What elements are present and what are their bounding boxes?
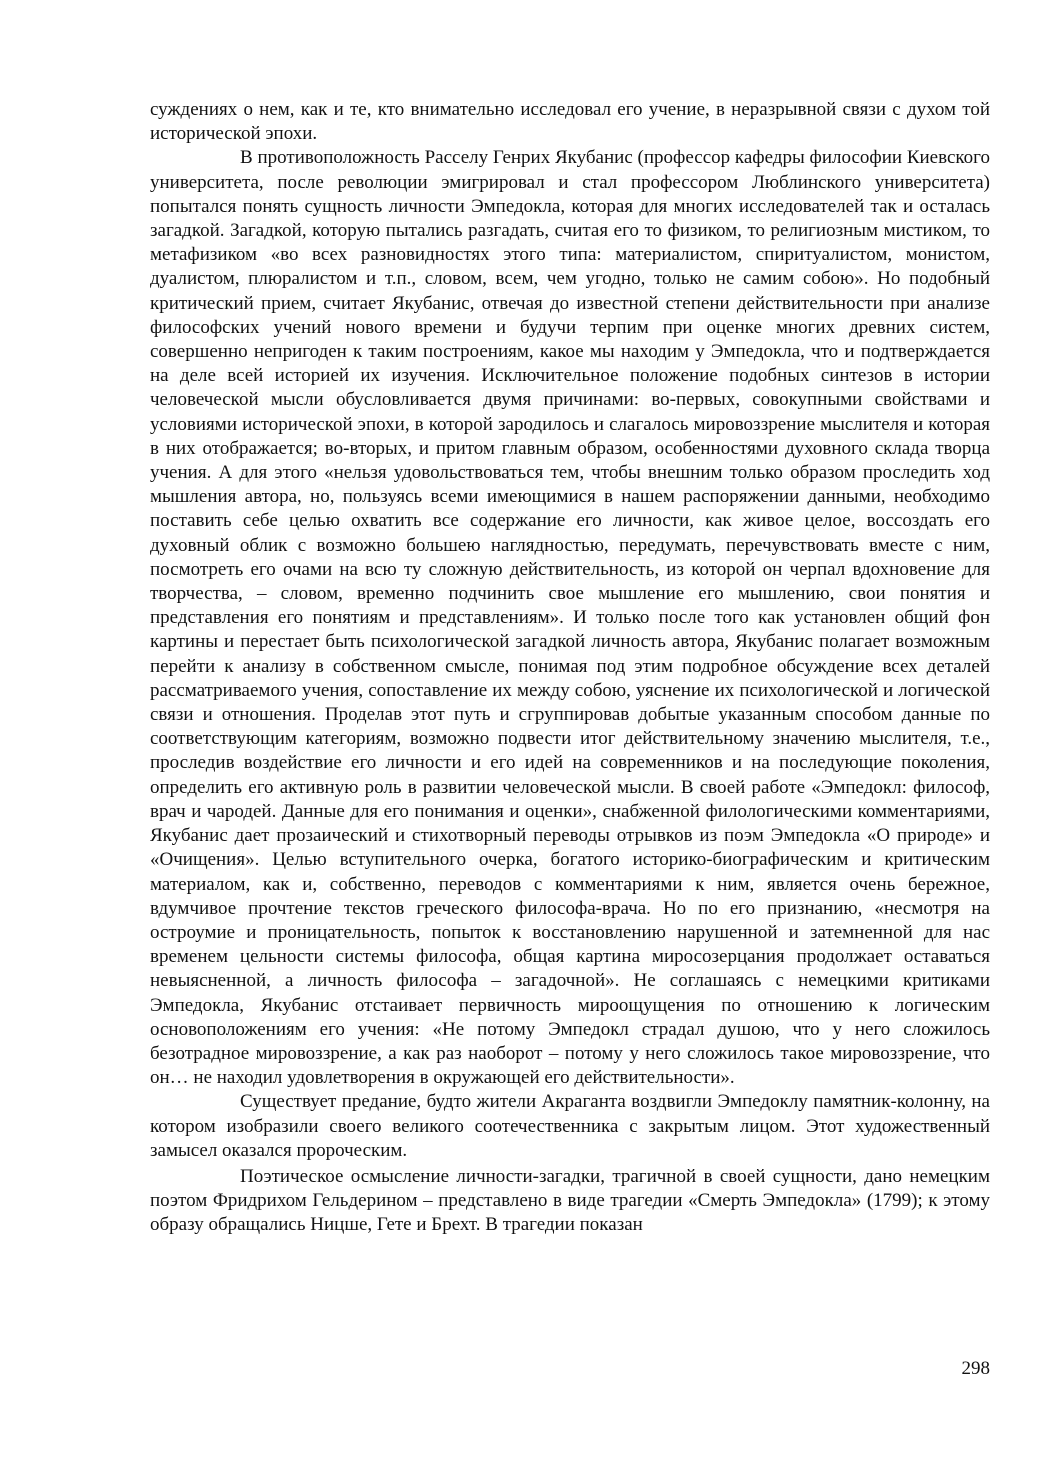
document-body [150,98,990,1238]
paragraph-poetic: Поэтическое осмысление личности-загадки, трагичной в своей сущности, дано немецким поэтом Фридрихом Гельдерином – представлено в виде трагедии «Смерть Эмпедокла» (1799); к этому образу обращались Ницше, Гете и Брехт. В трагедии показан [150,1165,990,1236]
paragraph-continuation: суждениях о нем, как и те, кто внимательно исследовал его учение, в неразрывной связи с духом той исторической эпохи. [150,99,990,145]
paragraph-legend: Существует предание, будто жители Акраганта воздвигли Эмпедоклу памятник-колонну, на котором изобразили своего великого соотечественника с закрытым лицом. Этот художественный замысел оказался пророческим. [150,1091,990,1161]
paragraph-yakubanis: В противоположность Расселу Генрих Якубанис (профессор кафедры философии Киевского университета, после революции эмигрировал и стал профессором Люблинского университета) попытался понять сущность личности Эмпедокла, которая для многих исследователей так и осталась загадкой. Загадкой, которую пытались разгадать, считая его то физиком, то религиозным мистиком, то метафизиком «во всех разновидностях этого типа: материалистом, спиритуалистом, монистом, дуалистом, плюралистом и т.п., словом, всем, чем угодно, только не самим собою». Но подобный критический прием, считает Якубанис, отвечая до известной степени действительности при анализе философских учений нового времени и будучи терпим при оценке многих древних систем, совершенно непригоден к таким построениям, какое мы находим у Эмпедокла, что и подтверждается на деле всей историей их изучения. Исключительное положение подобных синтезов в истории человеческой мысли обусловливается двумя причинами: во-первых, совокупными свойствами и условиями исторической эпохи, в которой зародилось и слагалось мировоззрение мыслителя и которая в них отображается; во-вторых, и притом главным образом, особенностями духовного склада творца учения. А для этого «нельзя удовольствоваться тем, чтобы внешним только образом проследить ход мышления автора, но, пользуясь всеми имеющимися в нашем распоряжении данными, необходимо поставить себе целью охватить все содержание его личности, как живое целое, воссоздать его духовный облик с возможно большею наглядностью, передумать, перечувствовать вместе с ним, посмотреть его очами на всю ту сложную действительность, из которой он черпал вдохновение для творчества, – словом, временно подчинить свое мышление его мышлению, свои понятия и представления его понятиям и представлениям». И только после того как установлен общий фон картины и перестает быть психологической загадкой личность автора, Якубанис полагает возможным перейти к анализу в собственном смысле, понимая под этим подробное обсуждение всех деталей рассматриваемого учения, сопоставление их между собою, уяснение их психологической и логической связи и отношения. Проделав этот путь и сгруппировав добытые указанным способом данные по соответствующим категориям, возможно подвести итог действительному значению мыслителя, т.е., проследив воздействие его личности и его идей на современников и на последующие поколения, определить его активную роль в развитии человеческой мысли. В своей работе «Эмпедокл: философ, врач и чародей. Данные для его понимания и оценки», снабженной филологическими комментариями, Якубанис дает прозаический и стихотворный переводы отрывков из поэм Эмпедокла «О природе» и «Очищения». Целью вступительного очерка, богатого историко-биографическим и критическим материалом, как и, собственно, переводов с комментариями к ним, является очень бережное, вдумчивое прочтение текстов греческого философа-врача. Но по его признанию, «несмотря на остроумие и проницательность, попыток к восстановлению нарушенной и затемненной для нас временем цельности системы философа, общая картина миросозерцания продолжает оставаться невыясненной, а личность философа – загадочной». Не соглашаясь с немецкими критиками Эмпедокла, Якубанис отстаивает первичность мироощущения по отношению к логическим основоположениям его учения: «Не потому Эмпедокл страдал душою, что у него сложилось безотрадное мировоззрение, а как раз наоборот – потому у него сложилось такое мировоззрение, что он… не находил удовлетворения в окружающей его действительности». [150,147,990,1089]
page-number: 298 [961,1358,990,1379]
